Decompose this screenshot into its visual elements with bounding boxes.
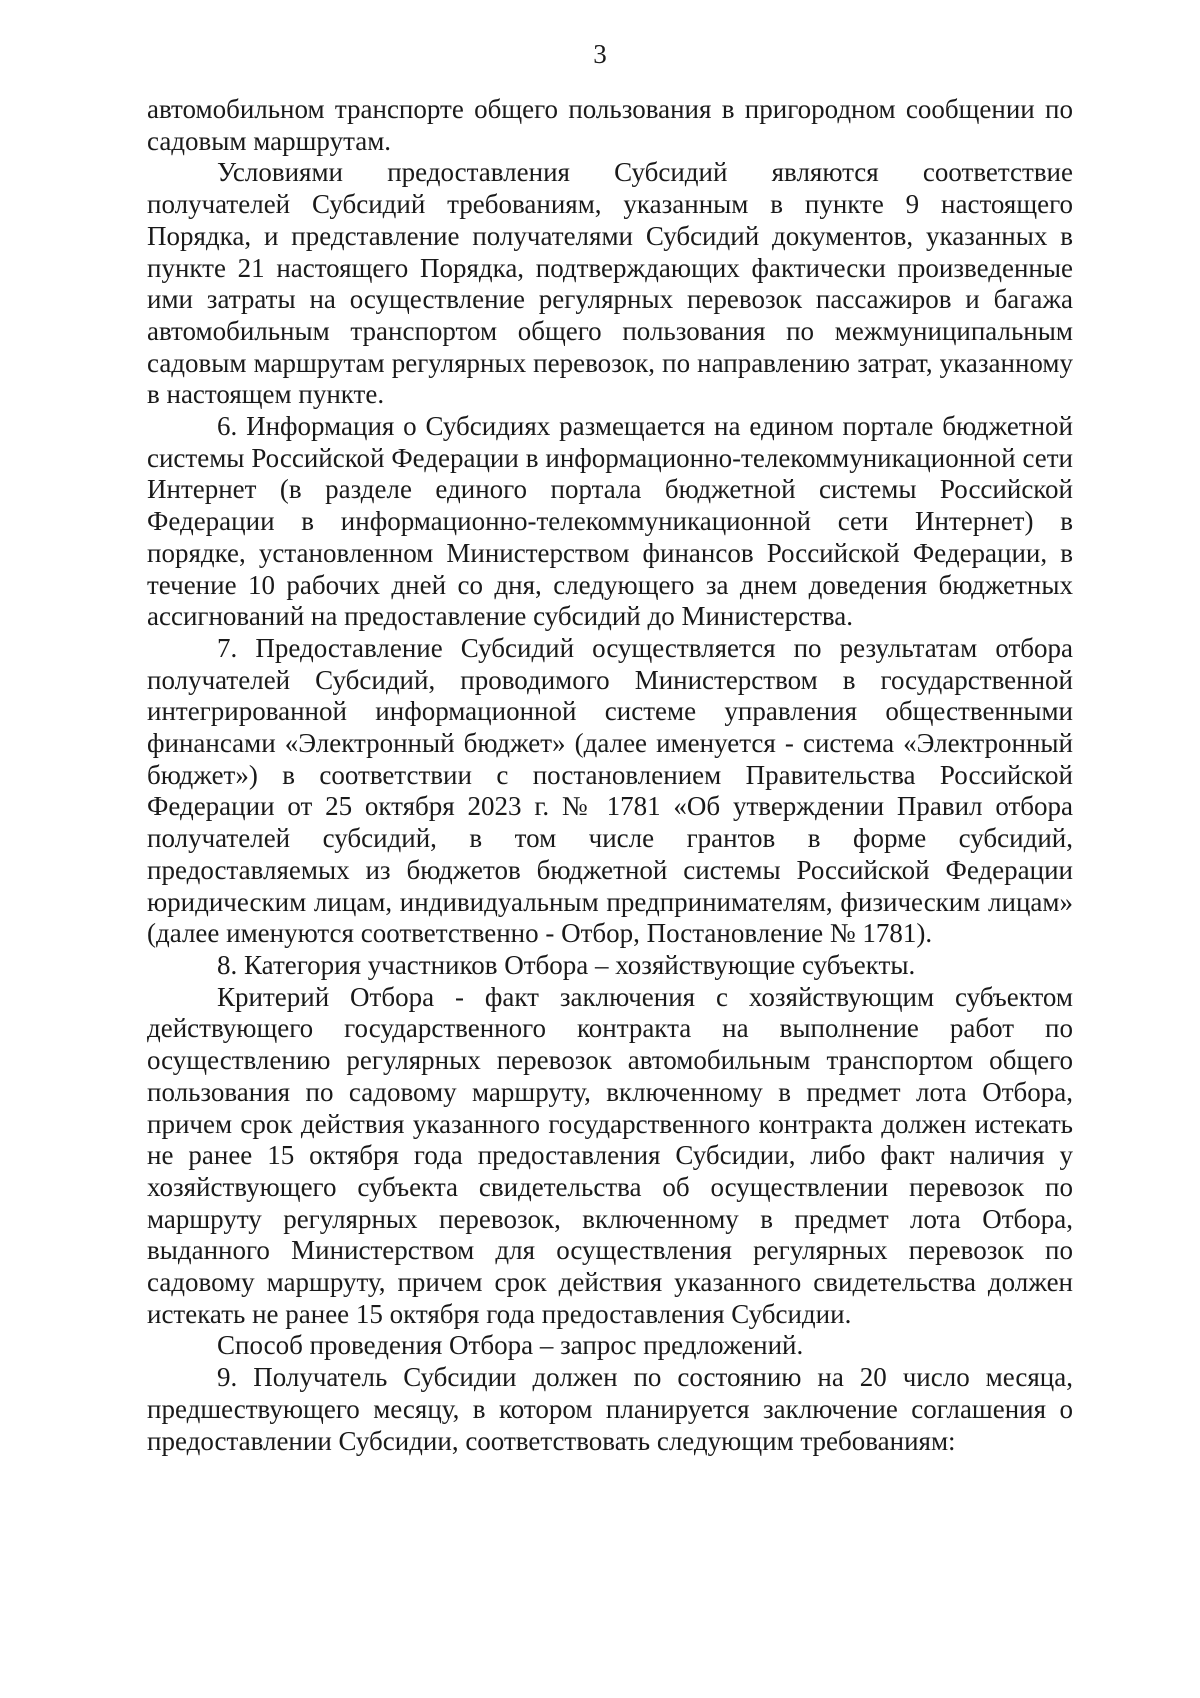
paragraph-selection-criterion: Критерий Отбора - факт заключения с хозяйствующим субъектом действующего государственного контракта на выполнение работ по осуществлению регулярных перевозок автомобильным транспортом общего пользования по садовому маршруту, включенному в предмет лота Отбора, причем срок действия указанного государственного контракта должен истекать не ранее 15 октября года предоставления Субсидии, либо факт наличия у хозяйствующего субъекта свидетельства об осуществлении перевозок по маршруту регулярных перевозок, включенному в предмет лота Отбора, выданного Министерством для осуществления регулярных перевозок по садовому маршруту, причем срок действия указанного свидетельства должен истекать не ранее 15 октября года предоставления Субсидии. xyxy=(147,981,1073,1329)
paragraph-continuation: автомобильном транспорте общего пользования в пригородном сообщении по садовым маршрутам. xyxy=(147,94,1073,156)
paragraph-subsidy-conditions: Условиями предоставления Субсидий являются соответствие получателей Субсидий требованиям, указанным в пункте 9 настоящего Порядка, и представление получателями Субсидий документов, указанных в пункте 21 настоящего Порядка, подтверждающих фактически произведенные ими затраты на осуществление регулярных перевозок пассажиров и багажа автомобильным транспортом общего пользования по межмуниципальным садовым маршрутам регулярных перевозок, по направлению затрат, указанному в настоящем пункте. xyxy=(147,157,1073,410)
paragraph-item-6: 6. Информация о Субсидиях размещается на едином портале бюджетной системы Российской Федерации в информационно-телекоммуникационной сети Интернет (в разделе единого портала бюджетной системы Российской Федерации в информационно-телекоммуникационной сети Интернет) в порядке, установленном Министерством финансов Российской Федерации, в течение 10 рабочих дней со дня, следующего за днем доведения бюджетных ассигнований на предоставление субсидий до Министерства. xyxy=(147,411,1073,632)
paragraph-item-9: 9. Получатель Субсидии должен по состоянию на 20 число месяца, предшествующего месяцу, в котором планируется заключение соглашения о предоставлении Субсидии, соответствовать следующим требованиям: xyxy=(147,1362,1073,1456)
document-body xyxy=(147,94,1073,1457)
paragraph-item-8: 8. Категория участников Отбора – хозяйствующие субъекты. xyxy=(217,949,916,980)
page-number: 3 xyxy=(593,39,607,69)
paragraph-selection-method: Способ проведения Отбора – запрос предложений. xyxy=(217,1330,804,1361)
paragraph-item-7: 7. Предоставление Субсидий осуществляется по результатам отбора получателей Субсидий, проводимого Министерством в государственной интегрированной информационной системе управления общественными финансами «Электронный бюджет» (далее именуется - система «Электронный бюджет») в соответствии с постановлением Правительства Российской Федерации от 25 октября 2023 г. № 1781 «Об утверждении Правил отбора получателей субсидий, в том числе грантов в форме субсидий, предоставляемых из бюджетов бюджетной системы Российской Федерации юридическим лицам, индивидуальным предпринимателям, физическим лицам» (далее именуются соответственно - Отбор, Постановление № 1781). xyxy=(147,632,1073,949)
